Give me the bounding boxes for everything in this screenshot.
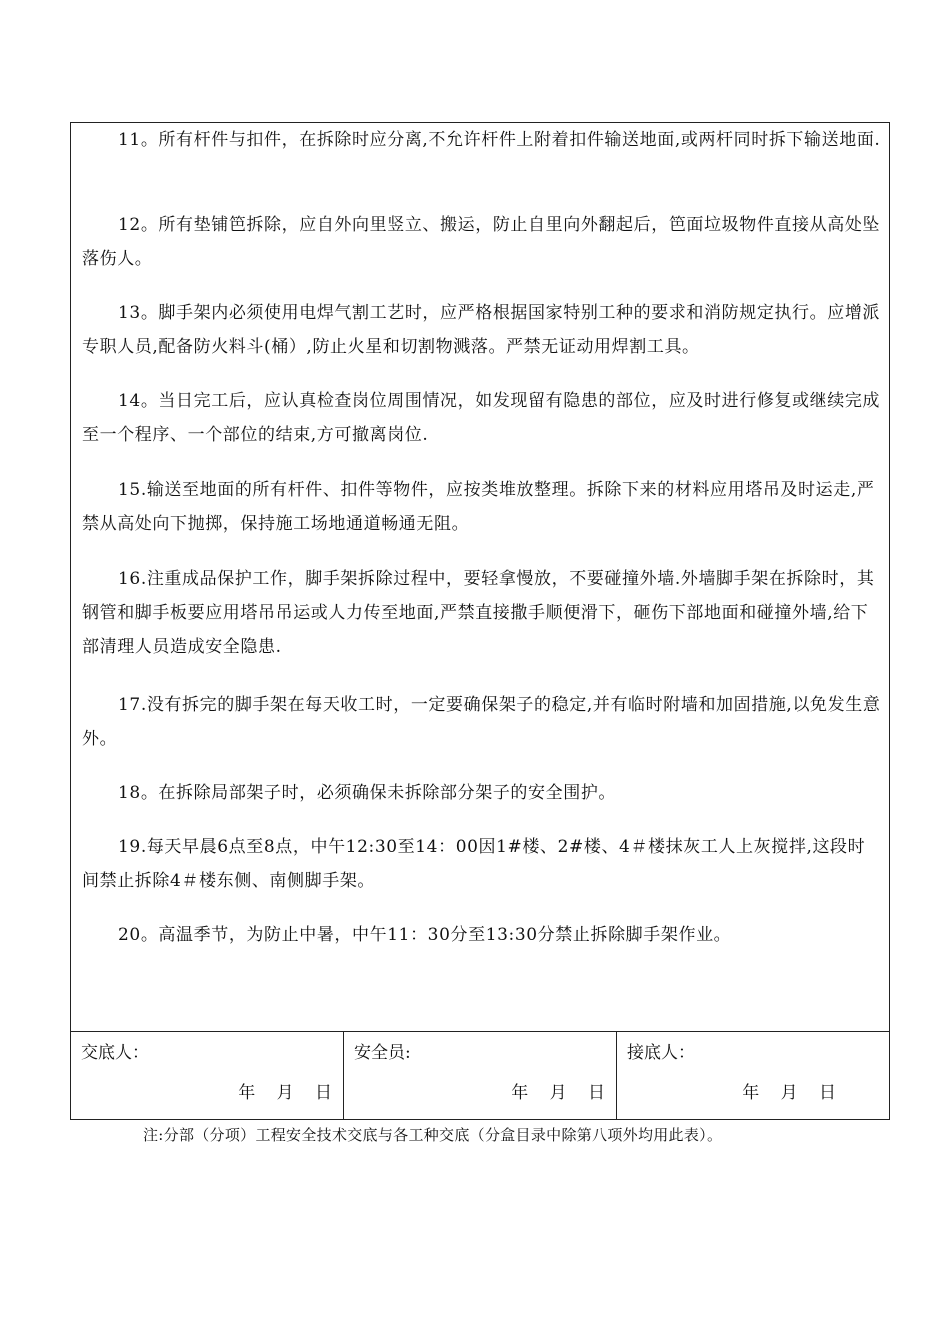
- item-11: 11。所有杆件与扣件，在拆除时应分离,不允许杆件上附着扣件输送地面,或两杆同时拆下输送地面.: [118, 130, 881, 150]
- form-content: [71, 123, 889, 1031]
- item-12: 12。所有垫铺笆拆除，应自外向里竖立、搬运，防止自里向外翻起后，笆面垃圾物件直接从高处坠落伤人。: [82, 215, 881, 269]
- safety-officer-date: 年 月 日: [511, 1083, 606, 1103]
- safety-officer-cell: [344, 1032, 617, 1120]
- discloser-cell: [71, 1032, 344, 1120]
- item-20: 20。高温季节，为防止中暑，中午11：30分至13:30分禁止拆除脚手架作业。: [118, 925, 732, 945]
- item-16: 16.注重成品保护工作，脚手架拆除过程中，要轻拿慢放，不要碰撞外墙.外墙脚手架在拆除时，其钢管和脚手板要应用塔吊吊运或人力传至地面,严禁直接撒手顺便滑下，砸伤下部地面和碰撞外墙,给下部清理人员造成安全隐患.: [82, 569, 875, 657]
- discloser-date: 年 月 日: [238, 1083, 333, 1103]
- signature-row: [71, 1031, 889, 1120]
- receiver-date: 年 月 日: [742, 1083, 837, 1103]
- receiver-label: 接底人：: [627, 1043, 695, 1063]
- item-17: 17.没有拆完的脚手架在每天收工时，一定要确保架子的稳定,并有临时附墙和加固措施,以免发生意外。: [82, 695, 881, 749]
- receiver-cell: [617, 1032, 889, 1120]
- item-18: 18。在拆除局部架子时，必须确保未拆除部分架子的安全围护。: [118, 783, 617, 803]
- item-13: 13。脚手架内必须使用电焊气割工艺时，应严格根据国家特别工种的要求和消防规定执行。应增派专职人员,配备防火料斗(桶）,防止火星和切割物溅落。严禁无证动用焊割工具。: [82, 303, 881, 357]
- footnote: 注:分部（分项）工程安全技术交底与各工种交底（分盒目录中除第八项外均用此表）。: [143, 1126, 723, 1144]
- discloser-label: 交底人：: [81, 1043, 149, 1063]
- disclosure-form: [70, 122, 890, 1120]
- item-15: 15.输送至地面的所有杆件、扣件等物件，应按类堆放整理。拆除下来的材料应用塔吊及时运走,严禁从高处向下抛掷，保持施工场地通道畅通无阻。: [82, 480, 875, 534]
- safety-officer-label: 安全员:: [354, 1043, 411, 1063]
- item-14: 14。当日完工后，应认真检查岗位周围情况，如发现留有隐患的部位，应及时进行修复或继续完成至一个程序、一个部位的结束,方可撤离岗位.: [82, 391, 881, 445]
- item-19: 19.每天早晨6点至8点，中午12:30至14：00因1#楼、2#楼、4＃楼抹灰工人上灰搅拌,这段时间禁止拆除4＃楼东侧、南侧脚手架。: [82, 837, 866, 891]
